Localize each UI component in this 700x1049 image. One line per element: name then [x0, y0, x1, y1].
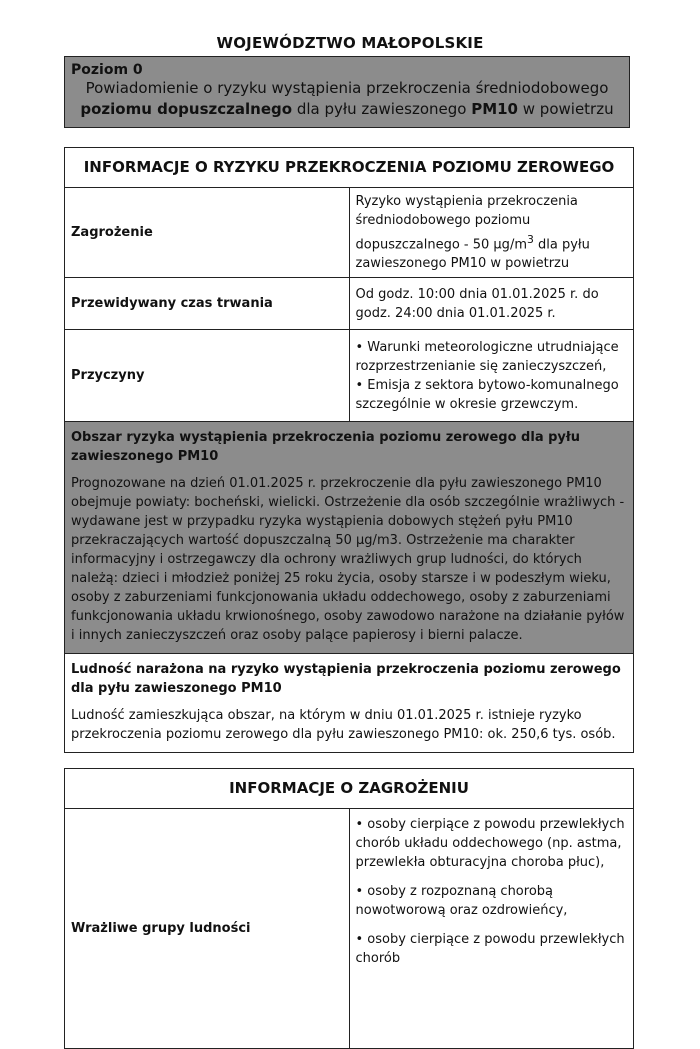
population-title: Ludność narażona na ryzyko wystąpienia przekroczenia poziomu zerowego dla pyłu zawieszonego PM10: [71, 662, 621, 697]
risk-area-section: [65, 422, 634, 654]
threat-info-table: [64, 768, 634, 1049]
cause-item: • Warunki meteorologiczne utrudniające rozprzestrzenianie się zanieczyszczeń,: [355, 339, 619, 374]
risk-area-text: Prognozowane na dzień 01.01.2025 r. przekroczenie dla pyłu zawieszonego PM10 obejmuje powiaty: bocheński, wielicki. Ostrzeżenie dla osób szczególnie wrażliwych - wydawane jest w przypadku ryzyka wystąpienia dobowych stężeń pyłu PM10 przekraczających wartość dopuszczalną 50 μg/m3. Ostrzeżenie ma charakter informacyjny i ostrzegawczy dla ochrony wrażliwych grup ludności, do których należą: dzieci i młodzież poniżej 25 roku życia, osoby starsze i w podeszłym wieku, osoby z zaburzeniami funkcjonowania układu oddechowego, osoby z zaburzeniami funkcjonowania układu krwionośnego, osoby zawodowo narażone na działanie pyłów i innych zanieczyszczeń oraz osoby palące papierosy i bierni palacze.: [71, 476, 625, 644]
population-section: [65, 654, 634, 753]
level-label: Poziom 0: [71, 62, 143, 78]
threat-value: [349, 188, 634, 278]
duration-label: Przewidywany czas trwania: [65, 278, 350, 330]
risk-info-table: [64, 147, 634, 753]
region-title: WOJEWÓDZTWO MAŁOPOLSKIE: [216, 34, 484, 52]
group-item: • osoby cierpiące z powodu przewlekłych chorób: [355, 932, 625, 966]
causes-list: [349, 330, 634, 422]
risk-area-title: Obszar ryzyka wystąpienia przekroczenia poziomu zerowego dla pyłu zawieszonego PM10: [71, 430, 580, 465]
cause-item: • Emisja z sektora bytowo-komunalnego szczególnie w okresie grzewczym.: [355, 377, 619, 412]
threat-label: Zagrożenie: [65, 188, 350, 278]
risk-table-title: INFORMACJE O RYZYKU PRZEKROCZENIA POZIOMU ZEROWEGO: [65, 148, 634, 188]
group-item: • osoby cierpiące z powodu przewlekłych chorób układu oddechowego (np. astma, przewlekła obturacyjna choroba płuc),: [355, 817, 625, 870]
group-item: • osoby z rozpoznaną chorobą nowotworową oraz ozdrowieńcy,: [355, 884, 568, 918]
groups-label: Wrażliwe grupy ludności: [65, 809, 350, 1049]
duration-value: Od godz. 10:00 dnia 01.01.2025 r. do godz. 24:00 dnia 01.01.2025 r.: [349, 278, 634, 330]
notice-text-1: Powiadomienie o ryzyku wystąpienia przekroczenia średniodobowego: [85, 79, 609, 97]
notice-text-bold-2: PM10: [471, 100, 518, 118]
threat-value-b: dla pyłu zawieszonego PM10 w powietrzu: [355, 237, 590, 272]
notice-text-bold-1: poziomu dopuszczalnego: [80, 100, 293, 118]
notice-title: [71, 78, 623, 120]
notice-box: [64, 56, 630, 128]
groups-list: [349, 809, 634, 1049]
threat-value-sup: 3: [526, 233, 534, 246]
notice-text-3: w powietrzu: [518, 100, 614, 118]
threat-table-title: INFORMACJE O ZAGROŻENIU: [65, 769, 634, 809]
notice-text-2: dla pyłu zawieszonego: [292, 100, 472, 118]
population-text: Ludność zamieszkująca obszar, na którym w dniu 01.01.2025 r. istnieje ryzyko przekroczenia poziomu zerowego dla pyłu zawieszonego PM10: ok. 250,6 tys. osób.: [71, 708, 616, 743]
causes-label: Przyczyny: [65, 330, 350, 422]
threat-value-a: Ryzyko wystąpienia przekroczenia średniodobowego poziomu dopuszczalnego - 50 μg/m: [355, 194, 578, 253]
